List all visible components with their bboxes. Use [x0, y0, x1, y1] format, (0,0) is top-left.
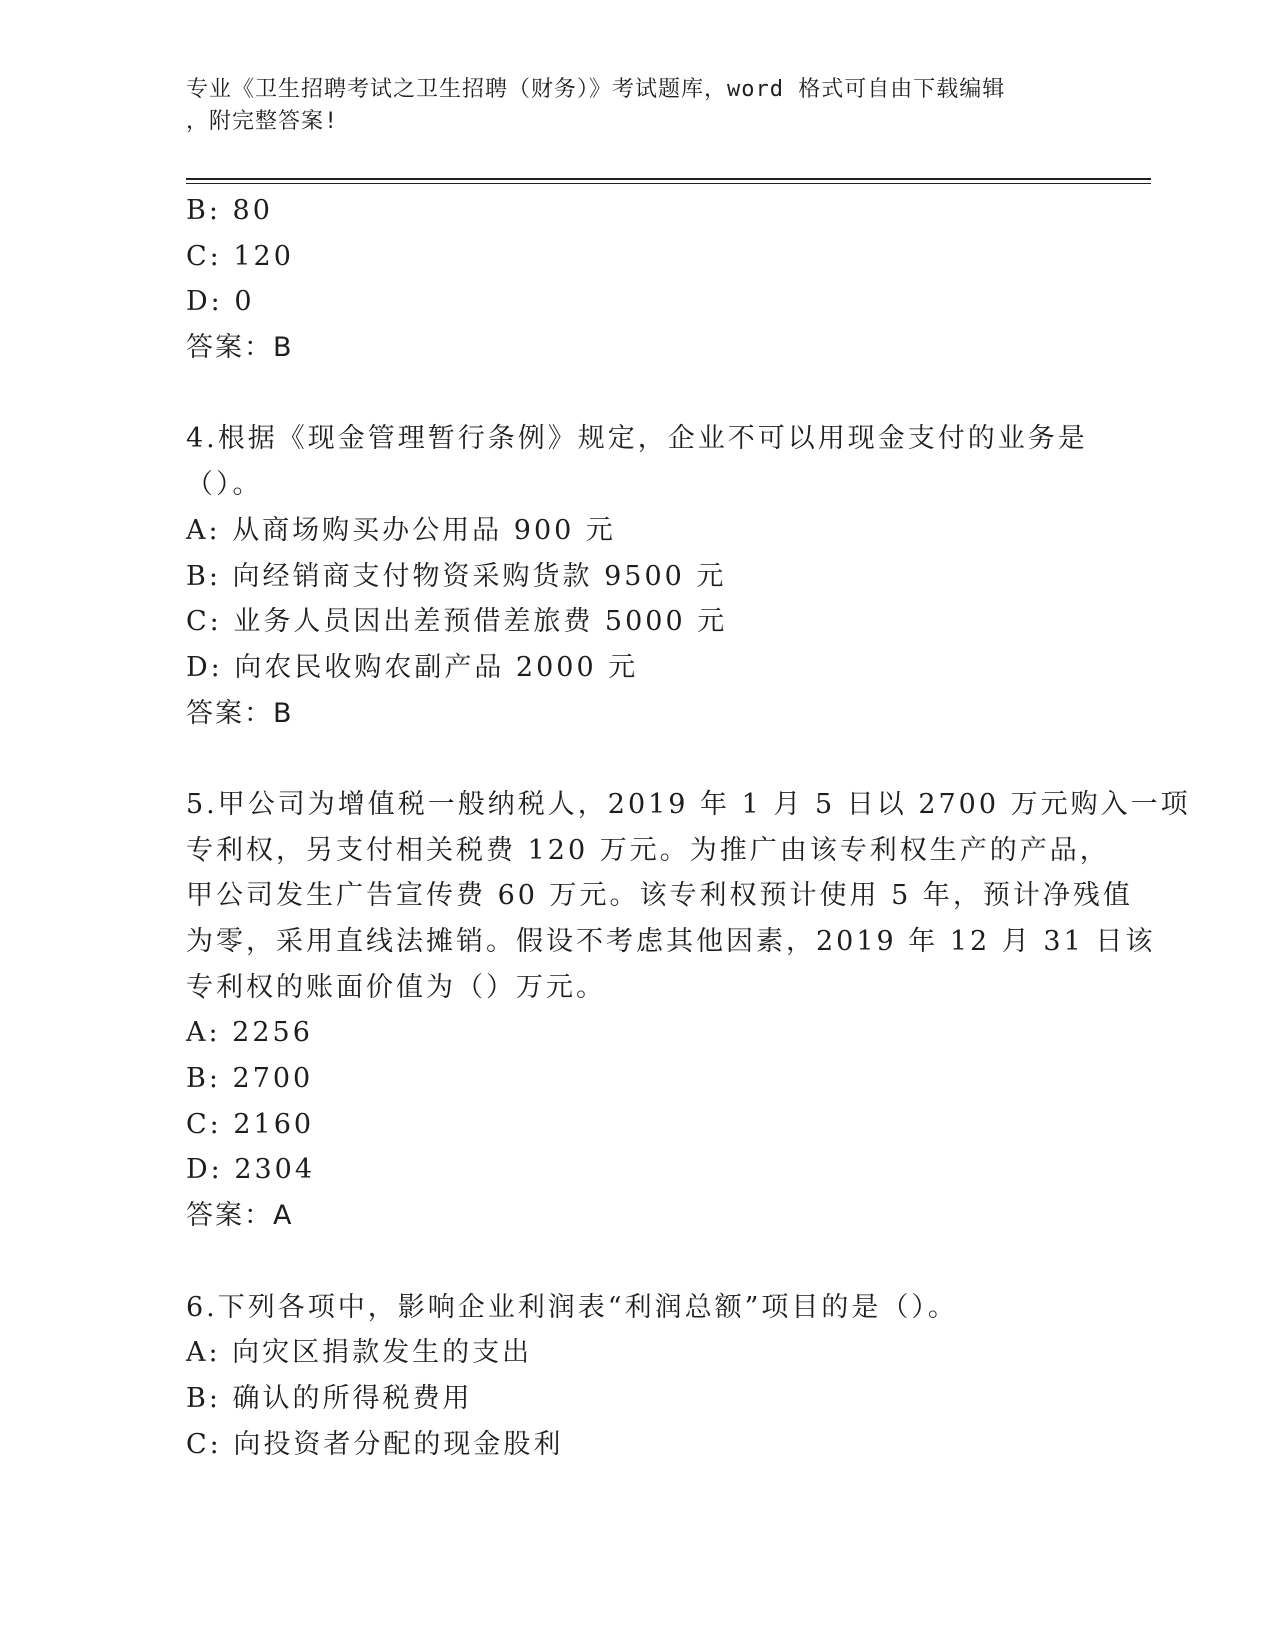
header-rule-thick: [186, 178, 1151, 180]
header-rule-thin: [186, 183, 1151, 184]
option-a: A: 2256: [186, 1017, 313, 1049]
option-b: B: 确认的所得税费用: [186, 1382, 473, 1414]
question-stem-line: 专利权，另支付相关税费 120 万元。为推广由该专利权生产的产品，: [186, 834, 1110, 866]
question-stem-line: 5.甲公司为增值税一般纳税人，2019 年 1 月 5 日以 2700 万元购入一项: [186, 788, 1191, 820]
spacer: [186, 371, 1086, 417]
answer-line: 答案：B: [186, 332, 294, 364]
question-content: [186, 188, 1191, 1467]
option-c: C: 120: [186, 240, 294, 272]
header-line-2: ，附完整答案!: [186, 109, 339, 134]
question-stem-line: 甲公司发生广告宣传费 60 万元。该专利权预计使用 5 年，预计净残值: [186, 880, 1133, 912]
question-stem-line: 4.根据《现金管理暂行条例》规定，企业不可以用现金支付的业务是: [186, 423, 1088, 455]
option-d: D: 2304: [186, 1154, 316, 1186]
question-stem-line: 专利权的账面价值为（）万元。: [186, 971, 606, 1003]
option-b: B: 2700: [186, 1063, 314, 1095]
option-d: D: 0: [186, 286, 255, 318]
question-stem-line: 为零，采用直线法摊销。假设不考虑其他因素，2019 年 12 月 31 日该: [186, 926, 1156, 957]
question-4-block: [186, 416, 1086, 736]
question-stem-line: （）。: [186, 469, 263, 501]
question-stem-line: 6.下列各项中，影响企业利润表“利润总额”项目的是（）。: [186, 1291, 958, 1323]
option-a: A: 从商场购买办公用品 900 元: [186, 514, 616, 546]
option-b: B: 80: [186, 195, 273, 226]
option-a: A: 向灾区捐款发生的支出: [186, 1337, 533, 1369]
spacer: [186, 736, 1086, 782]
option-c: C: 业务人员因出差预借差旅费 5000 元: [186, 606, 728, 638]
option-c: C: 向投资者分配的现金股利: [186, 1428, 564, 1460]
option-b: B: 向经销商支付物资采购货款 9500 元: [186, 560, 727, 592]
header-line-1: 专业《卫生招聘考试之卫生招聘（财务）》考试题库，word 格式可自由下载编辑: [186, 77, 1006, 102]
question-6-block: [186, 1285, 1086, 1468]
question-3-block: [186, 188, 1086, 371]
spacer: [186, 1239, 1086, 1285]
option-c: C: 2160: [186, 1108, 315, 1140]
option-d: D: 向农民收购农副产品 2000 元: [186, 651, 639, 683]
page-header: [186, 74, 1086, 138]
answer-line: 答案：B: [186, 697, 294, 729]
question-5-block: [186, 782, 1191, 1239]
answer-line: 答案：A: [186, 1200, 294, 1232]
